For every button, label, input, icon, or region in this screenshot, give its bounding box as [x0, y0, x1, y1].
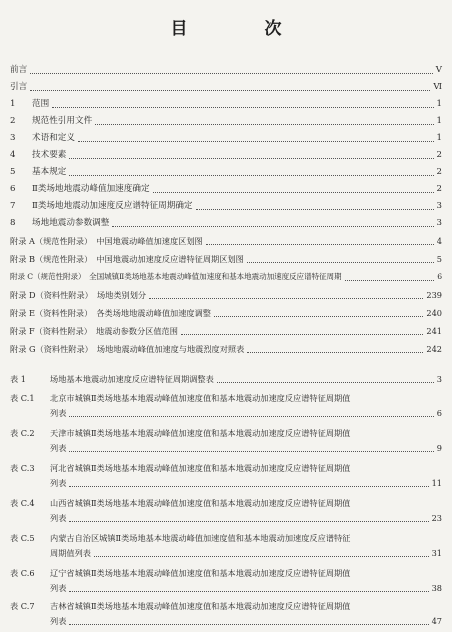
- dot-leader: [52, 106, 433, 108]
- entry-page: 2: [436, 184, 442, 194]
- entry-label: [10, 600, 350, 612]
- entry-label: [10, 217, 109, 229]
- toc-entry[interactable]: [10, 98, 442, 110]
- entry-page: 239: [426, 290, 442, 300]
- entry-text: 术语和定义: [32, 133, 75, 143]
- dot-leader: [206, 243, 434, 245]
- table-title-cont: 列表: [50, 443, 67, 453]
- entry-number: 6: [10, 184, 16, 194]
- entry-label: 附录 D（资料性附录） 场地类别划分: [10, 290, 147, 300]
- toc-table-c6-cont[interactable]: [10, 582, 442, 594]
- entry-page: 3: [436, 374, 442, 384]
- dot-leader: [69, 415, 433, 417]
- table-number: 表 C.7: [10, 601, 35, 611]
- table-number: 表 C.5: [10, 533, 35, 543]
- toc-entry[interactable]: [10, 166, 442, 178]
- toc-table-c1[interactable]: [10, 392, 442, 404]
- toc-table-c7-cont[interactable]: [10, 615, 442, 627]
- entry-label: 前言: [10, 65, 28, 75]
- entry-label: [10, 132, 75, 144]
- entry-page: 1: [436, 99, 442, 109]
- table-number: 表 C.3: [10, 463, 35, 473]
- entry-label: 附录 F（资料性附录） 地震动参数分区值范围: [10, 326, 178, 336]
- toc-appendix-g[interactable]: [10, 343, 442, 355]
- dot-leader: [69, 520, 428, 522]
- toc-table-c2-cont[interactable]: [10, 442, 442, 454]
- toc-table-c5[interactable]: [10, 532, 442, 544]
- entry-label: 附录 A（规范性附录） 中国地震动峰值加速度区划图: [10, 236, 203, 246]
- dot-leader: [217, 381, 434, 383]
- entry-page: 2: [436, 150, 442, 160]
- entry-page: 6: [436, 408, 442, 418]
- toc-entry[interactable]: [10, 149, 442, 161]
- table-number: 表 C.2: [10, 428, 35, 438]
- entry-label: [10, 149, 66, 161]
- page-title: 目 次: [170, 19, 312, 39]
- entry-label: 引言: [10, 82, 28, 92]
- toc-table-c1-cont[interactable]: [10, 407, 442, 419]
- entry-label: [10, 532, 350, 544]
- entry-page: 6: [437, 272, 442, 281]
- entry-text: 规范性引用文件: [32, 116, 93, 126]
- dot-leader: [94, 555, 429, 557]
- table-title: 山西省城镇Ⅱ类场地基本地震动峰值加速度值和基本地震动加速度反应谱特征周期值: [50, 498, 351, 508]
- toc-entry[interactable]: [10, 64, 442, 76]
- entry-page: 242: [426, 344, 442, 354]
- entry-page: 3: [436, 218, 442, 228]
- entry-label: [10, 392, 350, 404]
- dot-leader: [196, 208, 434, 210]
- entry-page: 5: [436, 254, 442, 264]
- entry-page: 11: [431, 478, 442, 488]
- dot-leader: [247, 261, 434, 263]
- entry-page: 23: [431, 513, 442, 523]
- entry-label: 附录 B（规范性附录） 中国地震动加速度反应谱特征周期区划图: [10, 254, 244, 264]
- toc-appendix-d[interactable]: [10, 289, 442, 301]
- entry-label: [10, 98, 49, 110]
- entry-page: 31: [431, 548, 442, 558]
- table-number: 表 1: [10, 374, 26, 384]
- entry-page: 1: [436, 133, 442, 143]
- entry-text: Ⅱ类场地地震动加速度反应谱特征周期确定: [32, 201, 193, 211]
- entry-page: 241: [426, 326, 442, 336]
- entry-page: 2: [436, 167, 442, 177]
- table-title-cont: 列表: [50, 408, 67, 418]
- toc-table-c7[interactable]: [10, 600, 442, 612]
- entry-page: 47: [431, 616, 442, 626]
- table-title: 场地基本地震动加速度反应谱特征周期调整表: [50, 374, 214, 384]
- entry-number: 7: [10, 201, 16, 211]
- dot-leader: [69, 157, 433, 159]
- toc-entry[interactable]: [10, 217, 442, 229]
- dot-leader: [78, 140, 434, 142]
- entry-number: 2: [10, 116, 16, 126]
- entry-label: [10, 166, 66, 178]
- dot-leader: [247, 351, 423, 353]
- table-title-cont: 列表: [50, 583, 67, 593]
- entry-text: 范围: [32, 99, 50, 109]
- entry-label: [10, 183, 150, 195]
- toc-table-c2[interactable]: [10, 427, 442, 439]
- entry-text: 场地地震动参数调整: [32, 218, 110, 228]
- entry-number: 3: [10, 133, 16, 143]
- dot-leader: [69, 485, 428, 487]
- toc-table-c4[interactable]: [10, 497, 442, 509]
- toc-appendix-e[interactable]: [10, 307, 442, 319]
- entry-page: 240: [426, 308, 442, 318]
- dot-leader: [69, 590, 428, 592]
- table-title: 吉林省城镇Ⅱ类场地基本地震动峰值加速度值和基本地震动加速度反应谱特征周期值: [50, 601, 351, 611]
- dot-leader: [181, 333, 423, 335]
- entry-text: Ⅱ类场地地震动峰值加速度确定: [32, 184, 150, 194]
- toc-appendix-a[interactable]: [10, 235, 442, 247]
- toc-table-c3[interactable]: [10, 462, 442, 474]
- toc-entry[interactable]: [10, 115, 442, 127]
- dot-leader: [112, 225, 433, 227]
- table-title: 河北省城镇Ⅱ类场地基本地震动峰值加速度值和基本地震动加速度反应谱特征周期值: [50, 463, 351, 473]
- entry-label: 附录 E（资料性附录） 各类场地地震动峰值加速度调整: [10, 308, 211, 318]
- entry-number: 1: [10, 99, 16, 109]
- entry-page: 38: [431, 583, 442, 593]
- dot-leader: [149, 297, 423, 299]
- toc-entry[interactable]: [10, 81, 442, 93]
- toc-appendix-f[interactable]: [10, 325, 442, 337]
- table-title-cont: 周期值列表: [50, 548, 91, 558]
- table-number: 表 C.1: [10, 393, 35, 403]
- entry-number: 4: [10, 150, 16, 160]
- table-number: 表 C.4: [10, 498, 35, 508]
- entry-page: 1: [436, 116, 442, 126]
- dot-leader: [69, 450, 433, 452]
- toc-entry[interactable]: [10, 200, 442, 212]
- toc-appendix-b[interactable]: [10, 253, 442, 265]
- table-title: 内蒙古自治区城镇Ⅱ类场地基本地震动峰值加速度值和基本地震动加速度反应谱特征: [50, 533, 351, 543]
- dot-leader: [95, 123, 433, 125]
- entry-label: [10, 427, 350, 439]
- dot-leader: [153, 191, 434, 193]
- entry-page: 4: [436, 236, 442, 246]
- toc-table-c6[interactable]: [10, 567, 442, 579]
- toc-entry[interactable]: [10, 183, 442, 195]
- entry-label: [10, 200, 193, 212]
- table-title: 北京市城镇Ⅱ类场地基本地震动峰值加速度值和基本地震动加速度反应谱特征周期值: [50, 393, 351, 403]
- entry-label: [10, 115, 92, 127]
- dot-leader: [345, 279, 435, 281]
- entry-page: Ⅵ: [433, 82, 442, 92]
- dot-leader: [30, 89, 430, 91]
- toc-table-c3-cont[interactable]: [10, 477, 442, 489]
- entry-page: V: [435, 65, 442, 75]
- table-title-cont: 列表: [50, 616, 67, 626]
- entry-label: [10, 567, 350, 579]
- entry-number: 5: [10, 167, 16, 177]
- table-title-cont: 列表: [50, 478, 67, 488]
- dot-leader: [30, 72, 433, 74]
- entry-label: 附录 G（资料性附录） 场地地震动峰值加速度与地震烈度对照表: [10, 344, 245, 354]
- entry-page: 3: [436, 201, 442, 211]
- entry-label: [10, 497, 350, 509]
- toc-table-c5-cont[interactable]: [10, 547, 442, 559]
- dot-leader: [214, 315, 423, 317]
- dot-leader: [69, 174, 433, 176]
- table-title-cont: 列表: [50, 513, 67, 523]
- toc-table-c4-cont[interactable]: [10, 512, 442, 524]
- entry-number: 8: [10, 218, 16, 228]
- toc-appendix-c[interactable]: [10, 271, 442, 283]
- entry-label: [10, 462, 350, 474]
- entry-label: [10, 373, 214, 385]
- table-title: 天津市城镇Ⅱ类场地基本地震动峰值加速度值和基本地震动加速度反应谱特征周期值: [50, 428, 351, 438]
- table-title: 辽宁省城镇Ⅱ类场地基本地震动峰值加速度值和基本地震动加速度反应谱特征周期值: [50, 568, 351, 578]
- toc-entry[interactable]: [10, 132, 442, 144]
- toc-table-1[interactable]: [10, 373, 442, 385]
- entry-text: 基本规定: [32, 167, 67, 177]
- dot-leader: [69, 623, 428, 625]
- entry-page: 9: [436, 443, 442, 453]
- entry-label: 附录 C（规范性附录） 全国城镇Ⅱ类场地基本地震动峰值加速度和基本地震动加速度反应谱特征周期: [10, 272, 342, 281]
- entry-text: 技术要素: [32, 150, 67, 160]
- table-number: 表 C.6: [10, 568, 35, 578]
